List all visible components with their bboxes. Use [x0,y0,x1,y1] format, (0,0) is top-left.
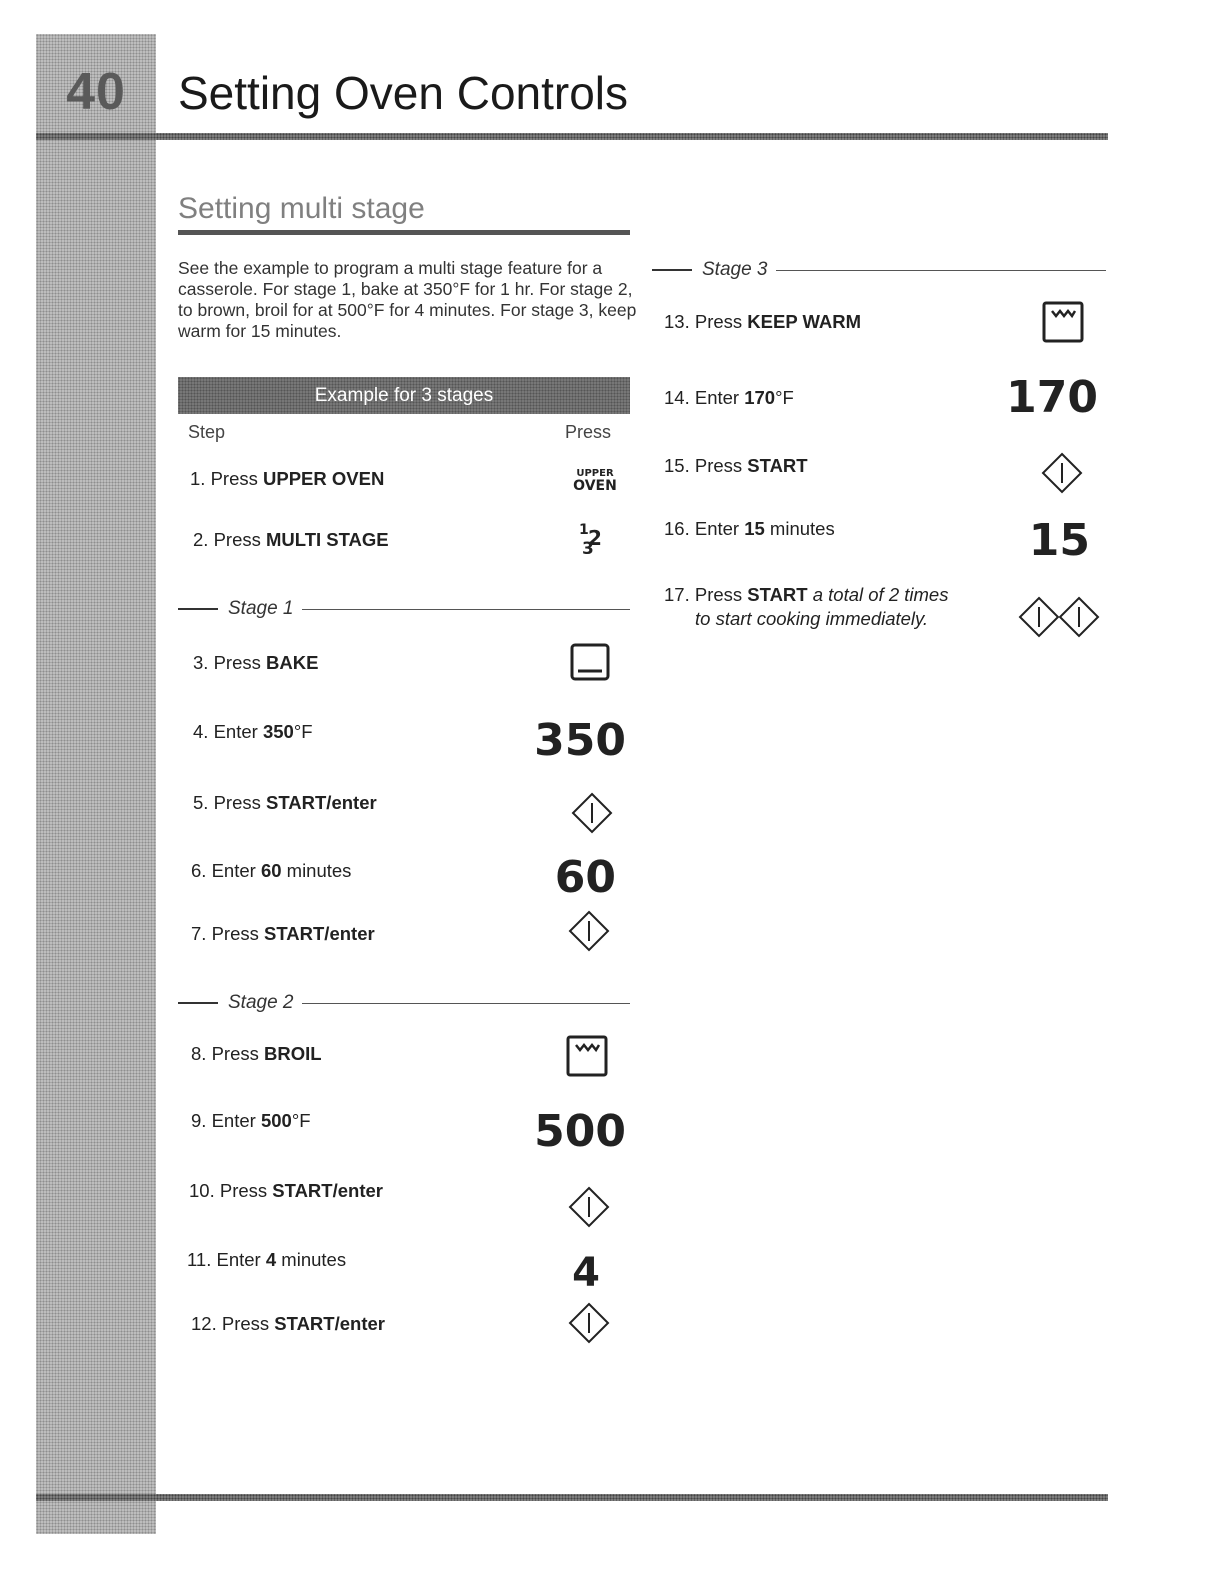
display-350: 350 [534,715,626,766]
upper-oven-key: UPPER OVEN [573,468,617,494]
start-icon [1041,452,1083,494]
step-item: 9. Enter 500°F [191,1110,311,1131]
step-column-header: Step [188,422,226,442]
display-60: 60 [554,852,616,903]
start-icon [571,792,613,834]
section-rule [178,230,630,235]
display-15: 15 [1028,515,1090,566]
step-item: 2. Press MULTI STAGE [193,529,389,550]
start-icon [568,910,610,952]
step-item: 4. Enter 350°F [193,721,313,742]
step-item: 14. Enter 170°F [664,387,794,408]
section-title: Setting multi stage [178,192,425,225]
keep-warm-icon [1042,301,1084,343]
step-item: 11. Enter 4 minutes [187,1249,347,1270]
step-item: 12. Press START/enter [191,1313,385,1334]
start-icon [568,1302,610,1344]
display-170: 170 [1006,372,1098,423]
step-item: 8. Press BROIL [191,1043,322,1064]
page-number: 40 [66,63,126,121]
broil-icon [566,1035,608,1077]
step-item: 6. Enter 60 minutes [191,860,352,881]
step-item: 1. Press UPPER OVEN [190,468,385,489]
stage-divider [178,992,630,1014]
step-item: 10. Press START/enter [189,1180,383,1201]
display-4: 4 [572,1250,600,1296]
step-item: 5. Press START/enter [193,792,377,813]
start-icon [1058,596,1100,638]
start-icon [568,1186,610,1228]
stage-divider [652,259,1106,281]
side-margin-band [36,34,156,1534]
step-item: 13. Press KEEP WARM [664,311,862,332]
step-item: 7. Press START/enter [191,923,375,944]
example-header: Example for 3 stages [178,377,630,414]
stage-label: Stage 3 [702,259,768,280]
bake-icon [570,643,610,681]
start-icon [1018,596,1060,638]
stage-divider [178,598,630,620]
intro-paragraph: See the example to program a multi stage feature for a casserole. For stage 1, bake at 350°F for 1 hr. For stage 2, to brown, broil for at 500°F for 4 minutes. For stage 3, keep warm for 15 minutes. [178,258,637,341]
display-500: 500 [534,1106,626,1157]
step-item: 3. Press BAKE [193,652,319,673]
press-column-header: Press [565,422,612,442]
footer-rule [36,1494,1108,1501]
step-item: 15. Press START [664,455,808,476]
step-item: 16. Enter 15 minutes [664,518,835,539]
multi-stage-icon: 1 2 3 [579,522,602,559]
page-title: Setting Oven Controls [178,67,629,119]
stage-label: Stage 1 [228,598,294,619]
header-rule [36,133,1108,140]
stage-label: Stage 2 [228,992,294,1013]
step-item: 17. Press START a total of 2 times to start cooking immediately. [664,584,949,629]
